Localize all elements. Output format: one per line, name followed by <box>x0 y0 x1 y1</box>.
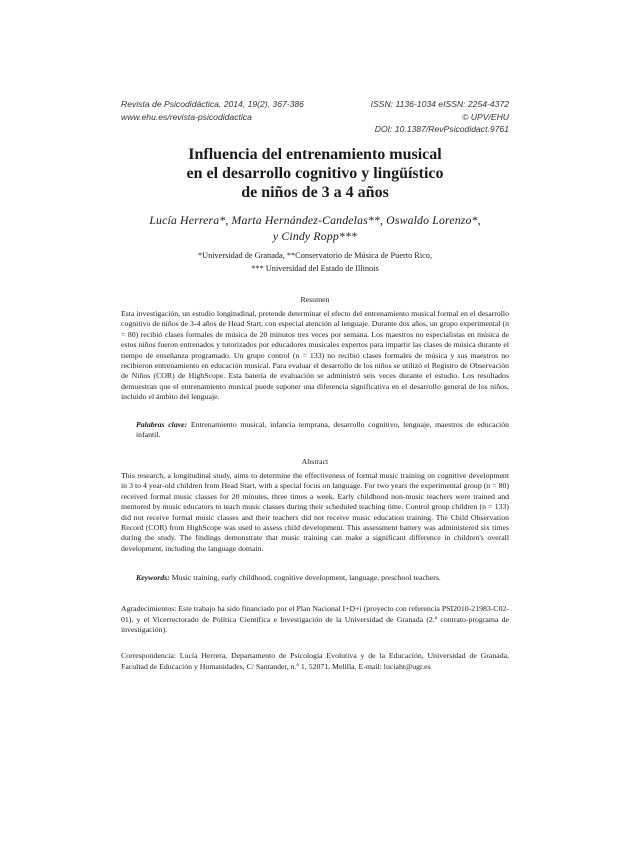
resumen-heading: Resumen <box>300 295 330 304</box>
resumen-text: Esta investigación, un estudio longitudinal, pretende determinar el efecto del entrenamiento musical formal en el desarrollo cognitivo de niños de 3-4 años de Head Start, con especial atención al lenguaje. Durante dos años, un grupo experimental (n = 80) recibió clases formales de música de 20 minutos tres veces por semana. Los maestros no especialistas en música de estos niños fueron entrenados y tutorizados por educadores musicales expertos para impartir las clases de música durante el tiempo de enseñanza programado. Un grupo control (n = 133) no recibió clases formales de música y sus maestros no recibieron entrenamiento en educación musical. Para evaluar el desarrollo de los niños se utilizó el Registro de Observación de Niños (COR) de HighScope. Esta batería de evaluación se administró seis veces durante el estudio. Los resultados demuestran que el entrenamiento musical puede suponer una diferencia significativa en el desarrollo general de los niños, incluido el ámbito del lenguaje. <box>121 309 509 402</box>
abstract-text: This research, a longitudinal study, aims to determine the effectiveness of formal music training on cognitive development in 3 to 4 year-old children from Head Start, with a special focus on language. For two years the experimental group (n = 80) received formal music classes for 20 minutes, three times a week. Early childhood non-music teachers were trained and mentored by music educators to teach music classes during their scheduled teaching time. Control group children (n = 133) did not receive formal music classes and their teachers did not receive music education training. The Child Observation Record (COR) from HighScope was used to assess child development. This assessment battery was administered six times during the study. The findings demonstrate that music training can make a significant difference in children's overall development, including the language domain. <box>121 471 509 553</box>
title-line: Influencia del entrenamiento musical <box>188 146 442 163</box>
journal-identifiers <box>359 98 509 136</box>
title-line: en el desarrollo cognitivo y lingüístico <box>186 165 444 182</box>
journal-citation <box>121 98 341 123</box>
author-list <box>120 212 510 244</box>
authors-line: Lucía Herrera*, Marta Hernández-Candelas**, Oswaldo Lorenzo*, <box>149 213 481 227</box>
correspondence: Correspondencia: Lucía Herrera, Departamento de Psicología Evolutiva y de la Educación, Universidad de Granada, Facultad de Educación y Humanidades, C/ Santander, n.º 1, 52071, Melilla. E-mail: luciaht@ugr.es <box>121 651 509 671</box>
title-line: de niños de 3 a 4 años <box>241 184 389 201</box>
keywords-label: Keywords: <box>136 573 170 582</box>
palabras-clave-text: Entrenamiento musical, infancia temprana, desarrollo cognitivo, lenguaje, maestros de educación infantil. <box>136 420 509 440</box>
paper-title <box>120 145 510 202</box>
doi[interactable]: DOI: 10.1387/RevPsicodidact.9761 <box>374 124 509 134</box>
affiliation-line: *Universidad de Granada, **Conservatorio de Música de Puerto Rico, <box>197 251 433 260</box>
affiliation-line: *** Universidad del Estado de Illinois <box>251 264 379 273</box>
keywords-text: Music training, early childhood, cognitive development, language, preschool teachers. <box>171 573 441 582</box>
acknowledgements: Agradecimientos: Este trabajo ha sido financiado por el Plan Nacional I+D+i (proyecto con referencia PSI2010-21983-C02-01), y el Vicerrectorado de Política Científica e Investigación de la Universidad de Granada (2.º contrato-programa de investigación). <box>121 604 509 635</box>
palabras-clave <box>136 420 509 441</box>
affiliations <box>120 249 510 275</box>
authors-line: y Cindy Ropp*** <box>272 229 358 243</box>
abstract-heading: Abstract <box>301 457 329 466</box>
journal-reference: Revista de Psicodidáctica, 2014, 19(2), 367-386 <box>121 99 304 109</box>
issn: ISSN: 1136-1034 eISSN: 2254-4372 <box>370 99 509 109</box>
keywords <box>136 573 509 583</box>
journal-url[interactable]: www.ehu.es/revista-psicodidactica <box>121 111 252 122</box>
palabras-clave-label: Palabras clave: <box>136 420 188 429</box>
copyright: © UPV/EHU <box>462 111 509 122</box>
